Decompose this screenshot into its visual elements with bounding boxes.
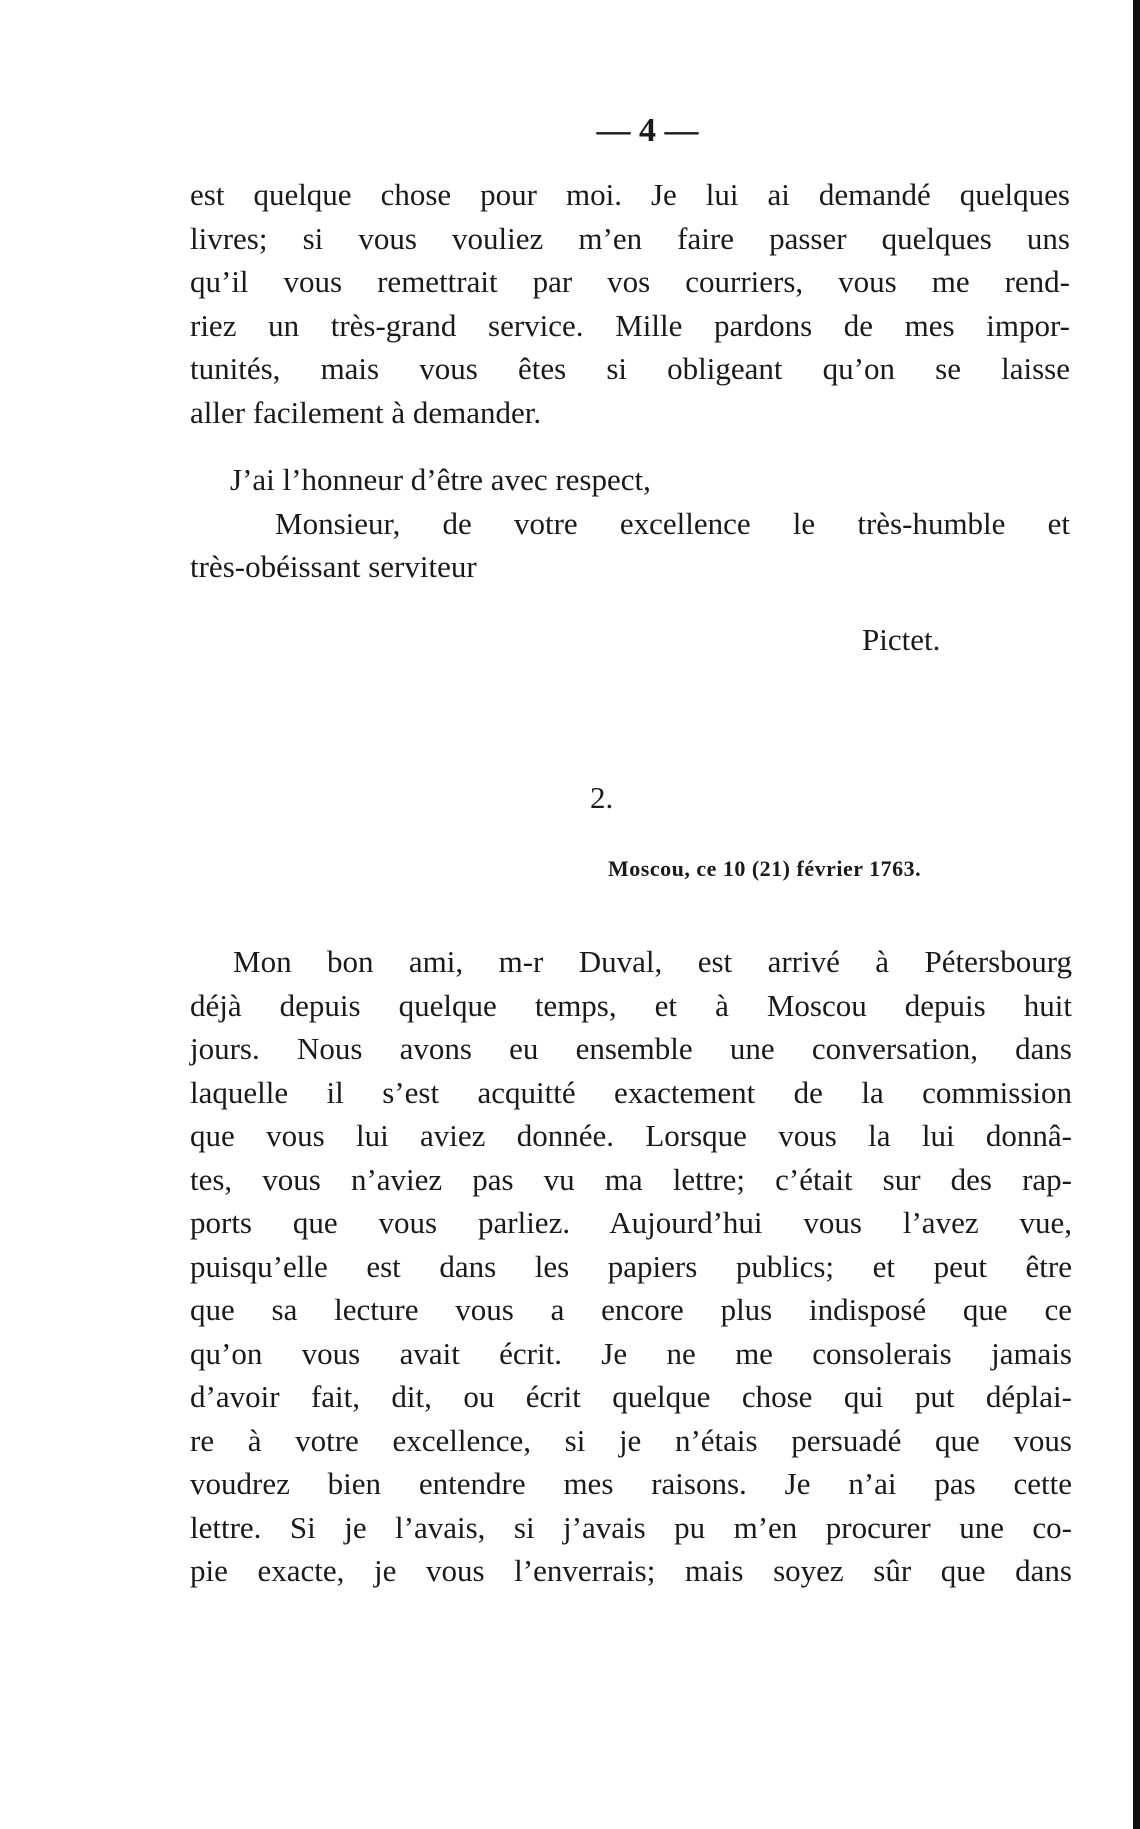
text-line: livres; si vous vouliez m’en faire passer quelques uns xyxy=(190,220,1070,256)
text-line: Mon bon ami, m-r Duval, est arrivé à Pétersbourg xyxy=(233,944,1072,979)
text-line: voudrez bien entendre mes raisons. Je n’ai pas cette xyxy=(190,1466,1072,1501)
text-line: laquelle il s’est acquitté exactement de la commission xyxy=(190,1074,1072,1110)
text-line: jours. Nous avons eu ensemble une conversation, dans xyxy=(190,1031,1072,1066)
closing-line-3: très-obéissant serviteur xyxy=(190,549,477,584)
text-line: re à votre excellence, si je n’étais persuadé que vous xyxy=(190,1422,1072,1458)
text-line: tes, vous n’aviez pas vu ma lettre; c’était sur des rap- xyxy=(190,1161,1072,1197)
dateline: Moscou, ce 10 (21) février 1763. xyxy=(608,856,922,881)
text-line: est quelque chose pour moi. Je lui ai demandé quelques xyxy=(190,177,1070,212)
text-line: ports que vous parliez. Aujourd’hui vous l’avez vue, xyxy=(190,1205,1072,1240)
page-number: — 4 — xyxy=(596,112,699,149)
text-line: d’avoir fait, dit, ou écrit quelque chose qui put déplai- xyxy=(190,1379,1072,1414)
signature: Pictet. xyxy=(862,622,941,657)
text-line: aller facilement à demander. xyxy=(190,394,542,430)
text-line: puisqu’elle est dans les papiers publics; et peut être xyxy=(190,1248,1072,1284)
text-line: lettre. Si je l’avais, si j’avais pu m’en procurer une co- xyxy=(190,1509,1072,1545)
closing-formula xyxy=(190,458,1070,589)
text-line: tunités, mais vous êtes si obligeant qu’on se laisse xyxy=(190,351,1070,386)
closing-line-2: Monsieur, de votre excellence le très-humble et xyxy=(275,505,1070,541)
text-line: riez un très-grand service. Mille pardons de mes impor- xyxy=(190,307,1070,343)
text-line: pie exacte, je vous l’enverrais; mais soyez sûr que dans xyxy=(190,1553,1072,1588)
text-line: déjà depuis quelque temps, et à Moscou depuis huit xyxy=(190,987,1072,1023)
letter-number: 2. xyxy=(590,780,614,815)
paragraph-2 xyxy=(190,940,1072,1593)
page-edge xyxy=(1133,0,1140,1829)
text-line: qu’il vous remettrait par vos courriers, vous me rend- xyxy=(190,264,1070,299)
closing-line-1: J’ai l’honneur d’être avec respect, xyxy=(230,462,651,497)
paragraph-1 xyxy=(190,173,1070,434)
text-line: que vous lui aviez donnée. Lorsque vous la lui donnâ- xyxy=(190,1118,1072,1153)
text-line: que sa lecture vous a encore plus indisposé que ce xyxy=(190,1292,1072,1327)
text-line: qu’on vous avait écrit. Je ne me consolerais jamais xyxy=(190,1335,1072,1371)
